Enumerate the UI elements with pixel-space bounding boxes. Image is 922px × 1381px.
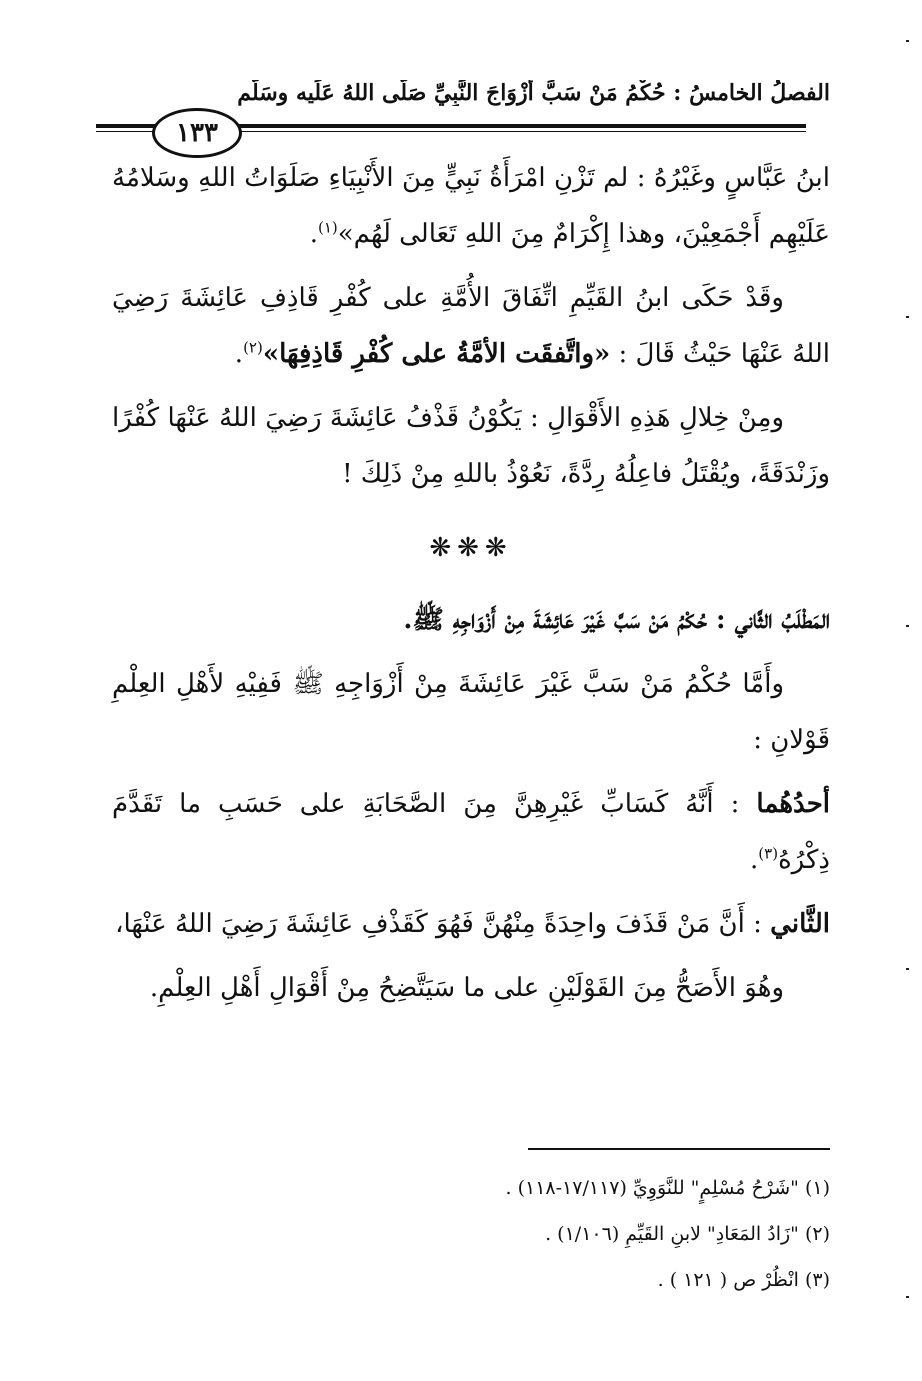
footnote-ref-3: (٣) xyxy=(758,844,779,863)
section-separator: ❋❋❋ xyxy=(429,533,513,563)
opinion-1-lead: أحدُهُما xyxy=(756,789,830,819)
footnote-ref-1: (١) xyxy=(317,218,338,237)
paragraph-1 xyxy=(112,150,830,262)
scan-edge-mark xyxy=(906,625,909,627)
section-heading: المَطْلَبُ الثَّاني : حُكْمُ مَنْ سَبَّ غَيْرَ عَائِشَةَ مِنْ أَزْوَاجِهِ ﷺ. xyxy=(403,605,830,635)
opinion-2 xyxy=(112,896,830,952)
paragraph-4: وأَمَّا حُكْمُ مَنْ سَبَّ غَيْرَ عَائِشَةَ مِنْ أَزْوَاجِهِ ﷺ فَفِيْهِ لأَهْلِ العِلْمِ قَوْلانِ : xyxy=(112,669,830,755)
footnote-rule xyxy=(528,1148,830,1150)
footnote-ref-2: (٢) xyxy=(243,338,263,357)
footnote-3: (٣) انْظُرْ ص ( ١٢١ ) . xyxy=(657,1269,830,1291)
paragraph-2-quote: «واتَّفقَت الأمَّةُ على كُفْرِ قَاذِفِهَا» xyxy=(262,339,611,369)
opinion-2-text: : أَنَّ مَنْ قَذَفَ واحِدَةً مِنْهُنَّ فَهُوَ كَقَذْفِ عَائِشَةَ رَضِيَ اللهُ عَنْهَا، xyxy=(115,909,771,939)
opinion-1-end: . xyxy=(750,845,759,875)
footnotes xyxy=(112,1165,830,1303)
page-number-badge: ١٣٣ xyxy=(152,108,242,158)
paragraph-1-text: ابنُ عَبَّاسٍ وغَيْرُهُ : لم تَزْنِ امْرَأَةُ نَبِيٍّ مِنَ الأَنْبِيَاءِ صَلَوَاتُ اللهِ وسَلامُهُ عَلَيْهِم أَجْمَعِيْنَ، وهذا إِكْرَامٌ مِنَ اللهِ تَعَالى لَهُم» xyxy=(112,163,830,249)
paragraph-2-end: . xyxy=(234,339,244,369)
opinion-2-continuation: وهُوَ الأَصَحُّ مِنَ القَوْلَيْنِ على ما سَيَتَّضِحُ مِنْ أَقْوَالِ أَهْلِ العِلْمِ. xyxy=(149,973,784,1003)
scan-edge-mark xyxy=(906,968,909,970)
running-header: الفصلُ الخامسُ : حُكْمُ مَنْ سَبَّ أَزْوَاجَ النَّبِيِّ صَلَّى اللهُ عَلَيه وسَلَّم xyxy=(237,80,830,106)
paragraph-1-end: . xyxy=(309,219,318,249)
footnote-1: (١) "شَرْحُ مُسْلِمٍ" للنَّوَوِيِّ (١٧/١١٧-١١٨) . xyxy=(505,1177,830,1199)
scan-edge-mark xyxy=(906,1296,909,1298)
opinion-1-text: : أَنَّهُ كَسَابِّ غَيْرِهِنَّ مِنَ الصَّحَابَةِ على حَسَبِ ما تَقَدَّمَ ذِكْرُهُ xyxy=(112,789,830,875)
opinion-1 xyxy=(112,776,830,888)
footnote-2: (٢) "زَادُ المَعَادِ" لابنِ القَيِّمِ (١/١٠٦) . xyxy=(545,1223,830,1245)
scan-edge-mark xyxy=(906,316,909,318)
opinion-2-lead: الثَّاني xyxy=(770,909,830,939)
paragraph-2-text: وقَدْ حَكَى ابنُ القَيِّمِ اتِّفَاقَ الأُمَّةِ على كُفْرِ قَاذِفِ عَائِشَةَ رَضِيَ اللهُ عَنْهَا حَيْثُ قَالَ : xyxy=(112,283,830,369)
paragraph-2 xyxy=(112,270,830,382)
paragraph-3: ومِنْ خِلالِ هَذِهِ الأَقْوَالِ : يَكُوْنُ قَذْفُ عَائِشَةَ رَضِيَ اللهُ عَنْهَا كُفْرًا وزَنْدَقَةً، ويُقْتَلُ فاعِلُهُ رِدَّةً، نَعُوْذُ باللهِ مِنْ ذَلِكَ ! xyxy=(112,403,830,489)
body-text xyxy=(112,150,830,1024)
scan-edge-mark xyxy=(906,40,909,42)
